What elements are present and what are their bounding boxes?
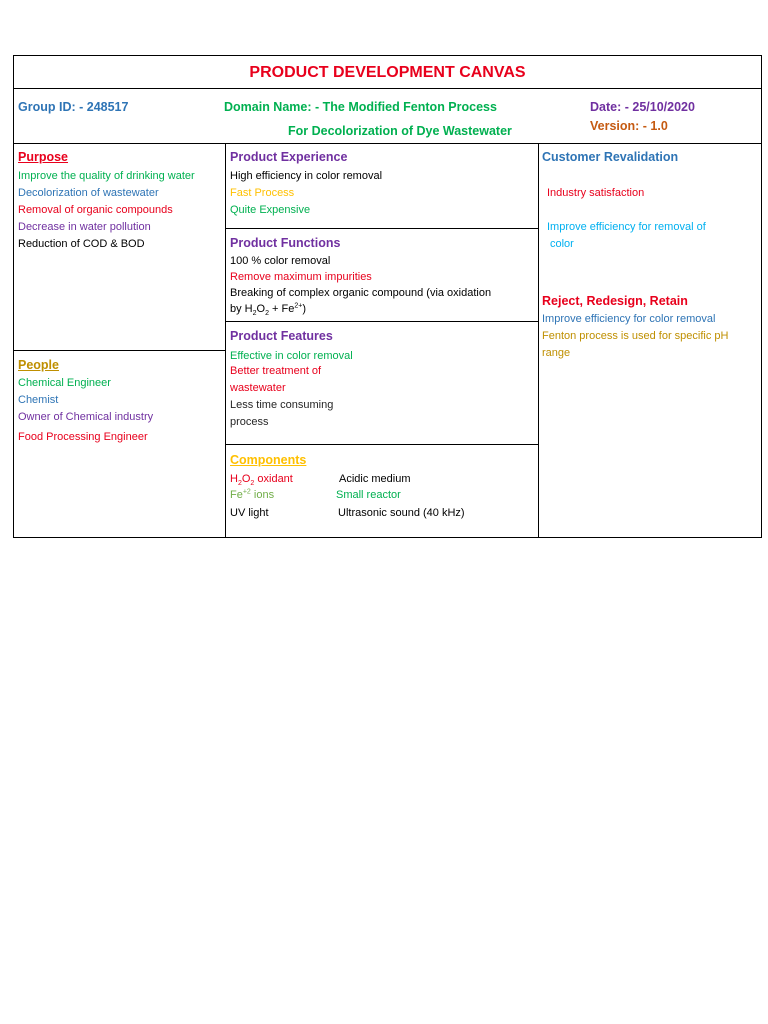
purpose-item: Improve the quality of drinking water	[18, 170, 195, 182]
functions-item-formula: by $H_2O_2 + Fe^{2+}$)	[230, 302, 307, 318]
features-item: Effective in color removal	[230, 350, 353, 362]
components-heading: Components	[230, 453, 307, 467]
date: Date: - 25/10/2020	[590, 100, 695, 114]
domain-name-line2: For Decolorization of Dye Wastewater	[288, 124, 512, 138]
features-heading: Product Features	[230, 329, 333, 343]
features-components-divider	[225, 444, 538, 445]
product-development-canvas	[13, 55, 762, 538]
purpose-heading: Purpose	[18, 150, 69, 164]
experience-heading: Product Experience	[230, 150, 348, 164]
functions-item: Remove maximum impurities	[230, 271, 372, 283]
people-heading: People	[18, 358, 59, 372]
features-item: process	[230, 416, 269, 428]
purpose-item: Decolorization of wastewater	[18, 187, 159, 199]
component-fe-ions: $Fe^{+2}$ ions	[230, 488, 275, 501]
component-small-reactor: Small reactor	[336, 489, 401, 501]
functions-item: Breaking of complex organic compound (via oxidation	[230, 287, 492, 299]
experience-functions-divider	[225, 228, 538, 229]
functions-features-divider	[225, 321, 538, 322]
people-item: Chemical Engineer	[18, 377, 111, 389]
component-ultrasonic: Ultrasonic sound (40 kHz)	[338, 507, 465, 519]
experience-item: Quite Expensive	[230, 204, 311, 216]
component-h2o2: $H_2O_2$ oxidant	[230, 473, 293, 488]
functions-heading: Product Functions	[230, 236, 341, 250]
people-item: Chemist	[18, 394, 59, 406]
experience-item: High efficiency in color removal	[230, 170, 383, 182]
purpose-people-divider	[14, 350, 225, 351]
people-item: Food Processing Engineer	[18, 431, 148, 443]
revalidation-item: color	[550, 238, 574, 250]
revalidation-item: Improve efficiency for removal of	[547, 221, 706, 233]
features-item: Better treatment of	[230, 365, 322, 377]
purpose-item: Reduction of COD & BOD	[18, 238, 145, 250]
reject-item: Fenton process is used for specific pH	[542, 330, 729, 342]
purpose-item: Removal of organic compounds	[18, 204, 173, 216]
info-divider	[14, 143, 761, 144]
group-id: Group ID: - 248517	[18, 100, 129, 114]
people-item: Owner of Chemical industry	[18, 411, 154, 423]
revalidation-heading: Customer Revalidation	[542, 150, 679, 164]
column-divider-left	[225, 143, 226, 538]
reject-item: range	[542, 347, 571, 359]
canvas-title: PRODUCT DEVELOPMENT CANVAS	[249, 64, 526, 81]
header-divider	[14, 88, 761, 89]
features-item: wastewater	[230, 382, 286, 394]
features-item: Less time consuming	[230, 399, 334, 411]
reject-heading: Reject, Redesign, Retain	[542, 294, 688, 308]
domain-name-line1: Domain Name: - The Modified Fenton Process	[224, 100, 497, 114]
purpose-item: Decrease in water pollution	[18, 221, 151, 233]
functions-item: 100 % color removal	[230, 255, 331, 267]
experience-item: Fast Process	[230, 187, 295, 199]
version: Version: - 1.0	[590, 119, 668, 133]
revalidation-item: Industry satisfaction	[547, 187, 645, 199]
component-uv-light: UV light	[230, 507, 269, 519]
column-divider-right	[538, 143, 539, 538]
component-acidic-medium: Acidic medium	[339, 473, 411, 485]
reject-item: Improve efficiency for color removal	[542, 313, 716, 325]
